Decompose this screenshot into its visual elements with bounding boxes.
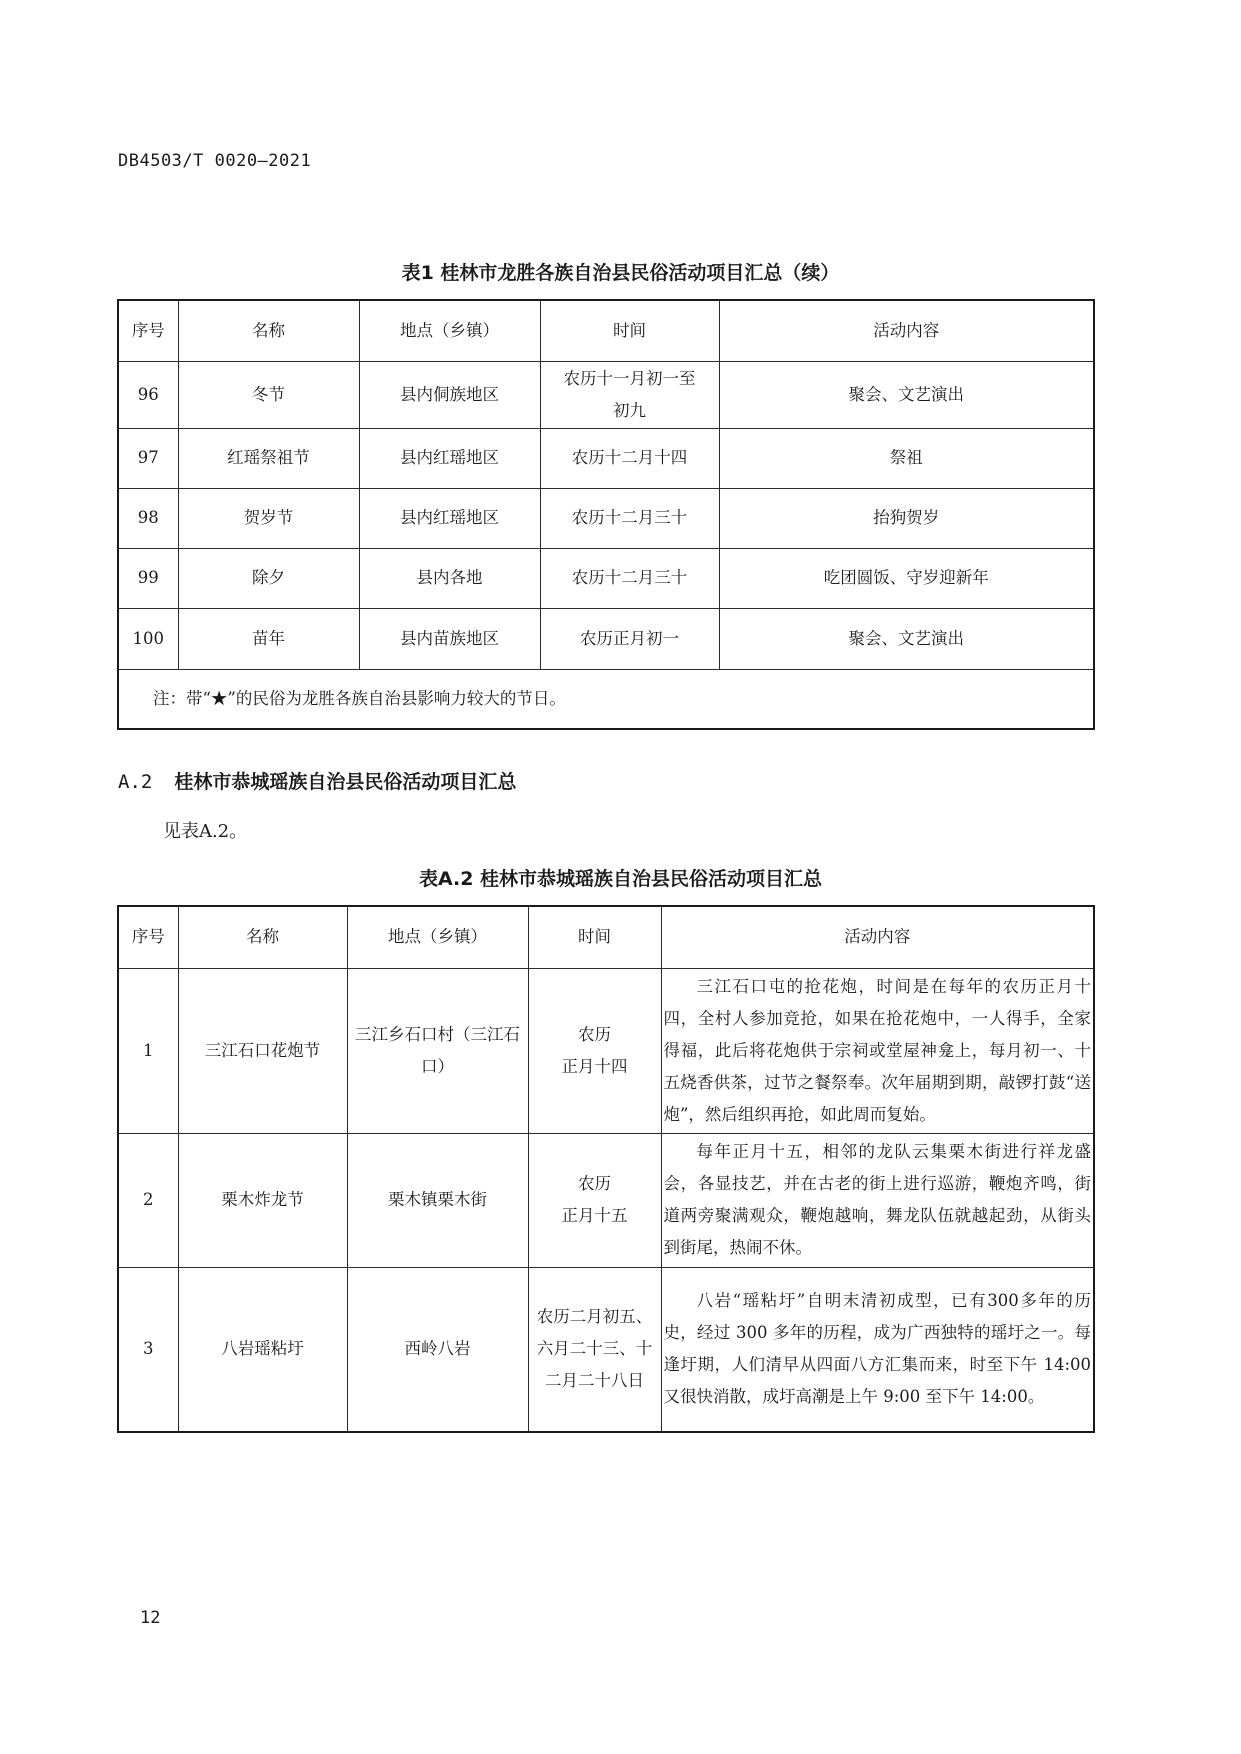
section-number: A.2 bbox=[118, 771, 153, 793]
table1-header-cell: 名称 bbox=[178, 300, 359, 361]
row-time: 农历十二月三十 bbox=[540, 548, 719, 608]
row-time-line: 农历 bbox=[578, 1024, 611, 1044]
table1-note-row bbox=[118, 669, 1094, 729]
row-number: 1 bbox=[118, 968, 178, 1133]
row-content: 聚会、文艺演出 bbox=[719, 361, 1094, 428]
see-table-text: 见表A.2。 bbox=[163, 821, 248, 842]
table1-header-row bbox=[118, 300, 1094, 361]
table1-header-cell: 序号 bbox=[118, 300, 178, 361]
row-place: 县内各地 bbox=[359, 548, 540, 608]
row-number: 97 bbox=[118, 428, 178, 488]
row-content: 祭祖 bbox=[719, 428, 1094, 488]
row-content: 聚会、文艺演出 bbox=[719, 608, 1094, 669]
row-time-line: 正月十五 bbox=[561, 1206, 628, 1225]
row-time bbox=[528, 968, 661, 1133]
table2-header-row bbox=[118, 906, 1094, 968]
row-time: 农历十二月十四 bbox=[540, 428, 719, 488]
table2-header-cell: 活动内容 bbox=[661, 906, 1094, 968]
row-number: 100 bbox=[118, 608, 178, 669]
row-content: 三江石口屯的抢花炮，时间是在每年的农历正月十四，全村人参加竞抢，如果在抢花炮中，一人得手，全家得福，此后将花炮供于宗祠或堂屋神龛上，每月初一、十五烧香供茶，过节之餐祭奉。次年届期到期，敲锣打鼓“送炮”，然后组织再抢，如此周而复始。 bbox=[661, 968, 1094, 1133]
document-code: DB4503/T 0020—2021 bbox=[118, 151, 312, 171]
row-place: 三江乡石口村（三江石口） bbox=[347, 968, 528, 1133]
row-time-line: 二月二十八日 bbox=[545, 1371, 644, 1391]
row-number: 2 bbox=[118, 1133, 178, 1267]
table-row bbox=[118, 548, 1094, 608]
row-name: 贺岁节 bbox=[178, 488, 359, 548]
row-content: 八岩“瑶粘圩”自明末清初成型，已有300多年的历史，经过 300 多年的历程，成为广西独特的瑶圩之一。每逢圩期，人们清早从四面八方汇集而来，时至下午 14:00 又很快消散，成圩高潮是上午 9:00 至下午 14:00。 bbox=[661, 1267, 1094, 1432]
row-place: 县内红瑶地区 bbox=[359, 488, 540, 548]
table-row bbox=[118, 608, 1094, 669]
row-number: 98 bbox=[118, 488, 178, 548]
page-number: 12 bbox=[140, 1608, 161, 1628]
row-time-line: 初九 bbox=[613, 400, 646, 420]
row-place: 西岭八岩 bbox=[347, 1267, 528, 1432]
row-name: 红瑶祭祖节 bbox=[178, 428, 359, 488]
table1 bbox=[117, 299, 1095, 730]
table-row bbox=[118, 488, 1094, 548]
table-row bbox=[118, 1133, 1094, 1267]
row-time bbox=[540, 361, 719, 428]
row-time: 农历正月初一 bbox=[540, 608, 719, 669]
row-number: 99 bbox=[118, 548, 178, 608]
row-content: 每年正月十五，相邻的龙队云集栗木街进行祥龙盛会，各显技艺，并在古老的街上进行巡游，鞭炮齐鸣，街道两旁聚满观众，鞭炮越响，舞龙队伍就越起劲，从街头到街尾，热闹不休。 bbox=[661, 1133, 1094, 1267]
row-place: 县内侗族地区 bbox=[359, 361, 540, 428]
row-time-line: 正月十四 bbox=[561, 1056, 628, 1076]
table1-header-cell: 时间 bbox=[540, 300, 719, 361]
table-row bbox=[118, 428, 1094, 488]
table1-note: 注：带“★”的民俗为龙胜各族自治县影响力较大的节日。 bbox=[118, 669, 1094, 729]
table1-header-cell: 地点（乡镇） bbox=[359, 300, 540, 361]
row-place: 县内苗族地区 bbox=[359, 608, 540, 669]
row-content: 吃团圆饭、守岁迎新年 bbox=[719, 548, 1094, 608]
row-time-line: 农历二月初五、 bbox=[536, 1307, 653, 1327]
table2-header-cell: 时间 bbox=[528, 906, 661, 968]
row-name: 八岩瑶粘圩 bbox=[178, 1267, 347, 1432]
table2-header-cell: 地点（乡镇） bbox=[347, 906, 528, 968]
section-heading bbox=[118, 767, 516, 794]
row-time bbox=[528, 1133, 661, 1267]
row-time-line: 六月二十三、十 bbox=[536, 1339, 653, 1359]
table-row bbox=[118, 968, 1094, 1133]
table1-header-cell: 活动内容 bbox=[719, 300, 1094, 361]
row-name: 除夕 bbox=[178, 548, 359, 608]
row-place: 栗木镇栗木街 bbox=[347, 1133, 528, 1267]
row-name: 栗木炸龙节 bbox=[178, 1133, 347, 1267]
table1-caption: 表1 桂林市龙胜各族自治县民俗活动项目汇总（续） bbox=[401, 262, 840, 284]
table-row bbox=[118, 361, 1094, 428]
table2-caption: 表A.2 桂林市恭城瑶族自治县民俗活动项目汇总 bbox=[418, 868, 823, 890]
table2-header-cell: 名称 bbox=[178, 906, 347, 968]
row-time: 农历十二月三十 bbox=[540, 488, 719, 548]
row-time-line: 农历 bbox=[578, 1174, 611, 1193]
row-number: 96 bbox=[118, 361, 178, 428]
row-name: 三江石口花炮节 bbox=[178, 968, 347, 1133]
row-number: 3 bbox=[118, 1267, 178, 1432]
row-time-line: 农历十一月初一至 bbox=[563, 368, 696, 388]
row-name: 冬节 bbox=[178, 361, 359, 428]
table2-header-cell: 序号 bbox=[118, 906, 178, 968]
row-place: 县内红瑶地区 bbox=[359, 428, 540, 488]
section-title: 桂林市恭城瑶族自治县民俗活动项目汇总 bbox=[174, 771, 517, 793]
row-name: 苗年 bbox=[178, 608, 359, 669]
table2 bbox=[117, 905, 1095, 1433]
row-content: 抬狗贺岁 bbox=[719, 488, 1094, 548]
row-time bbox=[528, 1267, 661, 1432]
table-row bbox=[118, 1267, 1094, 1432]
